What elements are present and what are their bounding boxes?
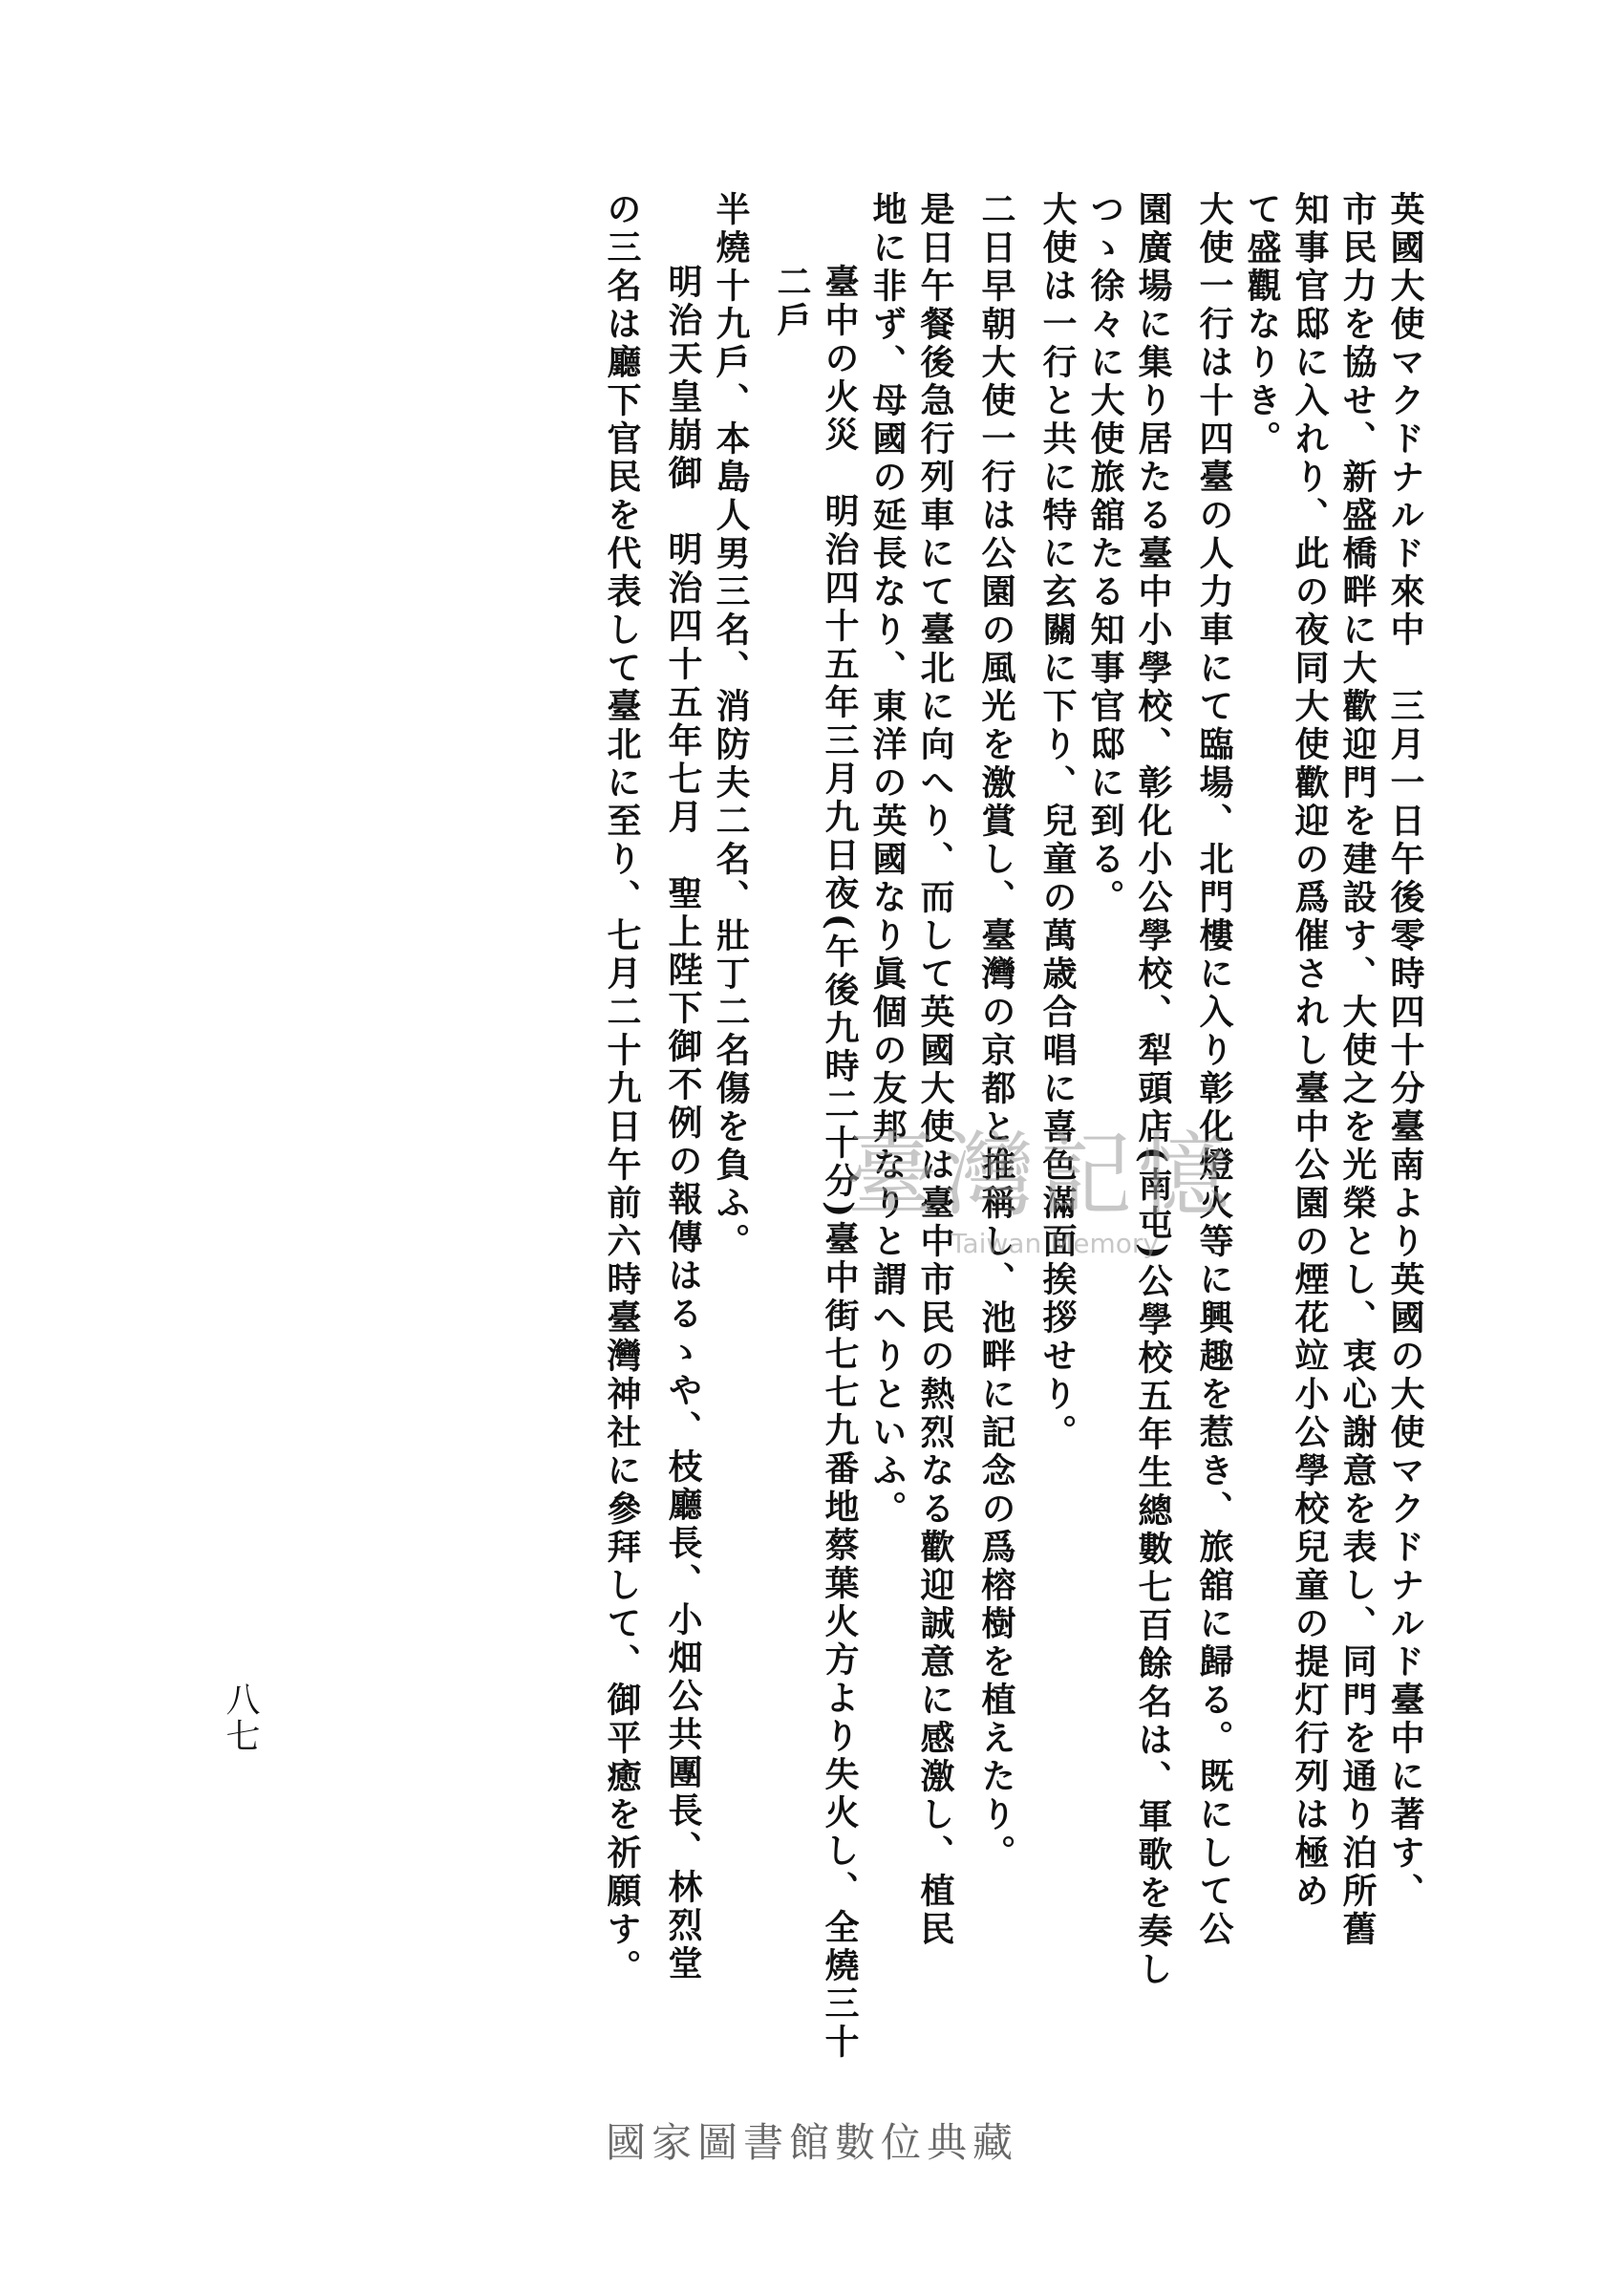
text-column-13: 半燒十九戶、本島人男三名、消防夫二名、壯丁二名傷を負ふ。 <box>711 191 751 1261</box>
text-column-8: 大使は一行と共に特に玄關に下り、兒童の萬歳合唱に喜色滿面挨拶せり。 <box>1037 191 1078 1452</box>
text-column-7: つゝ徐々に大使旅舘たる知事官邸に到る。 <box>1085 191 1125 917</box>
text-column-5: 大使一行は十四臺の人力車にて臨場、北門樓に入り彰化燈火等に興趣を惹き、旅舘に歸る。既にして公 <box>1194 191 1234 1949</box>
text-column-11: 地に非ず、母國の延長なり、東洋の英國なり眞個の友邦なりと謂へりといふ。 <box>867 191 908 1529</box>
page-number: 八七 <box>221 1682 260 1754</box>
text-column-9: 二日早朝大使一行は公園の風光を激賞し、臺灣の京都と推稱し、池畔に記念の爲榕樹を植えたり。 <box>976 191 1016 1873</box>
text-column-14: 明治天皇崩御 明治四十五年七月 聖上陛下御不例の報傳はるゝや、枝廳長、小畑公共團長、林烈堂 <box>663 264 703 1983</box>
text-column-4: て盛觀なりき。 <box>1242 191 1282 459</box>
taiwan-memory-watermark <box>845 1122 1235 1275</box>
library-footer: 國家圖書館數位典藏 <box>605 2119 1018 2166</box>
text-column-1: 英國大使マクドナルド來中 三月一日午後零時四十分臺南より英國の大使マクドナルド臺中に著す、 <box>1385 191 1425 1911</box>
text-column-2: 市民力を協せ、新盛橋畔に大歡迎門を建設す、大使之を光榮とし、衷心謝意を表し、同門を通り泊所舊 <box>1337 191 1378 1949</box>
watermark-chinese-text: 臺灣記憶 <box>845 1122 1235 1229</box>
text-column-6: 園廣場に集り居たる臺中小學校、彰化小公學校、犁頭店(南屯)公學校五年生總數七百餘名は、軍歌を奏し <box>1133 191 1173 1990</box>
vertical-text-block <box>225 191 1429 2083</box>
text-column-12: 臺中の火災 明治四十五年三月九日夜(午後九時二十分)臺中街七七九番地蔡葉火方より失火し、全燒三十二戶 <box>772 264 860 2063</box>
text-column-3: 知事官邸に入れり、此の夜同大使歡迎の爲催されし臺中公園の煙花竝小公學校兒童の提灯行列は極め <box>1290 191 1330 1911</box>
watermark-english-text: Taiwan Memory <box>951 1228 1159 1259</box>
text-column-15: の三名は廳下官民を代表して臺北に至り、七月二十九日午前六時臺灣神社に參拜して、御平癒を祈願す。 <box>602 191 642 1987</box>
text-column-10: 是日午餐後急行列車にて臺北に向へり、而して英國大使は臺中市民の熱烈なる歡迎誠意に感激し、植民 <box>915 191 955 1949</box>
